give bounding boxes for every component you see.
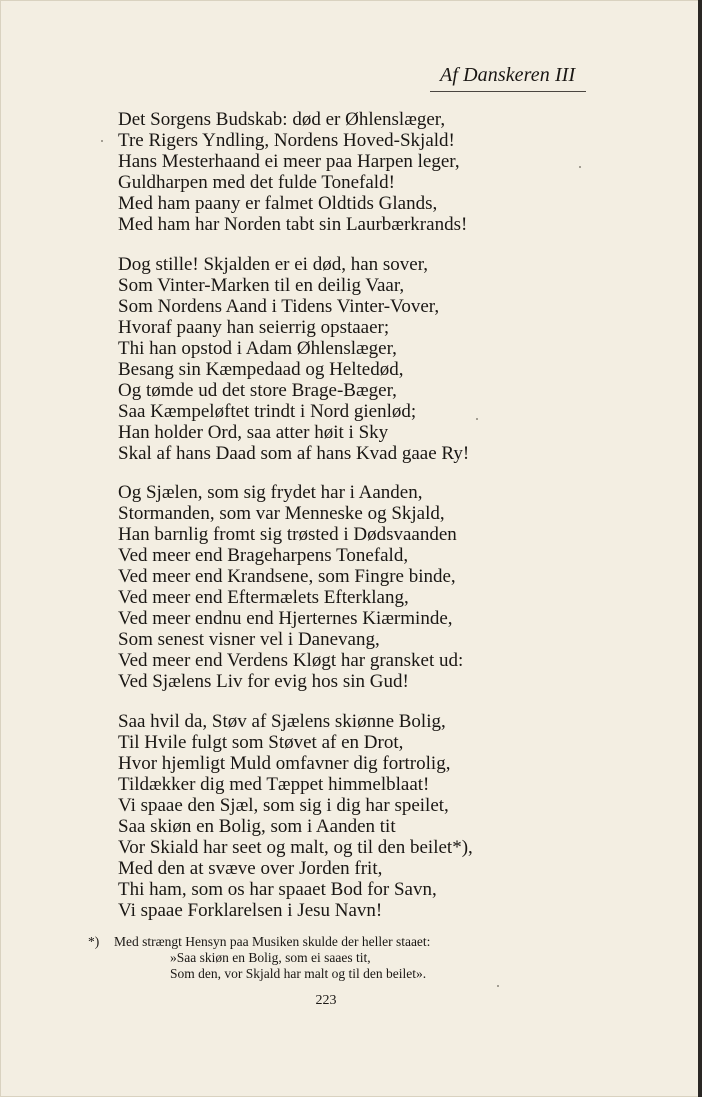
poem-line: Som senest visner vel i Danevang,: [118, 629, 380, 650]
poem-line: Som Nordens Aand i Tidens Vinter-Vover,: [118, 296, 440, 317]
footnote-line-3: Som den, vor Skjald har malt og til den beilet».: [170, 966, 427, 981]
poem-line: Vor Skiald har seet og malt, og til den beilet*),: [118, 837, 473, 858]
poem-line: Ved meer endnu end Hjerternes Kiærminde,: [118, 608, 453, 629]
poem-line: Ved meer end Brageharpens Tonefald,: [118, 545, 409, 566]
poem-line: Vi spaae Forklarelsen i Jesu Navn!: [118, 900, 383, 921]
poem-line: Og Sjælen, som sig frydet har i Aanden,: [118, 482, 423, 503]
footnote-text: Med strængt Hensyn paa Musiken skulde der heller staaet:: [114, 934, 431, 949]
running-head: Af Danskeren III: [440, 64, 576, 86]
running-head-rule: [430, 91, 586, 92]
poem-line: Thi han opstod i Adam Øhlenslæger,: [118, 338, 397, 359]
poem-line: Med ham har Norden tabt sin Laurbærkrands!: [118, 214, 468, 235]
poem-line: Ved Sjælens Liv for evig hos sin Gud!: [118, 671, 409, 692]
paper-speck: [101, 140, 103, 142]
poem-line: Thi ham, som os har spaaet Bod for Savn,: [118, 879, 437, 900]
stanza-3: [118, 482, 558, 692]
stanza-4: [118, 711, 558, 921]
poem-line: Med den at svæve over Jorden frit,: [118, 858, 383, 879]
poem-line: Hans Mesterhaand ei meer paa Harpen leger,: [118, 151, 460, 172]
poem-line: Saa hvil da, Støv af Sjælens skiønne Bolig,: [118, 711, 446, 732]
poem-line: Han barnlig fromt sig trøsted i Dødsvaanden: [118, 524, 457, 545]
poem-line: Saa skiøn en Bolig, som i Aanden tit: [118, 816, 396, 837]
stanza-2: [118, 254, 558, 464]
poem-line: Ved meer end Eftermælets Efterklang,: [118, 587, 409, 608]
poem-line: Med ham paany er falmet Oldtids Glands,: [118, 193, 438, 214]
page-edge: [698, 0, 702, 1097]
poem-line: Stormanden, som var Menneske og Skjald,: [118, 503, 445, 524]
poem-line: Hvor hjemligt Muld omfavner dig fortrolig,: [118, 753, 451, 774]
poem-line: Tre Rigers Yndling, Nordens Hoved-Skjald!: [118, 130, 455, 151]
paper-speck: [476, 418, 478, 420]
poem-line: Besang sin Kæmpedaad og Heltedød,: [118, 359, 404, 380]
footnote: [88, 934, 558, 982]
poem-line: Tildækker dig med Tæppet himmelblaat!: [118, 774, 430, 795]
page-number: 223: [315, 993, 337, 1008]
stanza-1: [118, 109, 558, 235]
poem-line: Som Vinter-Marken til en deilig Vaar,: [118, 275, 405, 296]
poem-line: Skal af hans Daad som af hans Kvad gaae Ry!: [118, 443, 470, 464]
poem-line: Dog stille! Skjalden er ei død, han sover,: [118, 254, 429, 275]
poem-line: Vi spaae den Sjæl, som sig i dig har speilet,: [118, 795, 449, 816]
poem-line: Ved meer end Krandsene, som Fingre binde,: [118, 566, 456, 587]
footnote-line-2: »Saa skiøn en Bolig, som ei saaes tit,: [170, 950, 371, 965]
poem-line: Guldharpen med det fulde Tonefald!: [118, 172, 395, 193]
footnote-line-1: [88, 934, 558, 950]
poem-line: Han holder Ord, saa atter høit i Sky: [118, 422, 389, 443]
poem-line: Saa Kæmpeløftet trindt i Nord gienlød;: [118, 401, 417, 422]
paper-speck: [579, 166, 581, 168]
poem-line: Og tømde ud det store Brage-Bæger,: [118, 380, 397, 401]
poem-line: Det Sorgens Budskab: død er Øhlenslæger,: [118, 109, 446, 130]
paper-speck: [497, 985, 499, 987]
poem-line: Til Hvile fulgt som Støvet af en Drot,: [118, 732, 404, 753]
poem-line: Ved meer end Verdens Kløgt har gransket ud:: [118, 650, 464, 671]
poem-line: Hvoraf paany han seierrig opstaaer;: [118, 317, 390, 338]
footnote-marker: *): [88, 934, 100, 949]
